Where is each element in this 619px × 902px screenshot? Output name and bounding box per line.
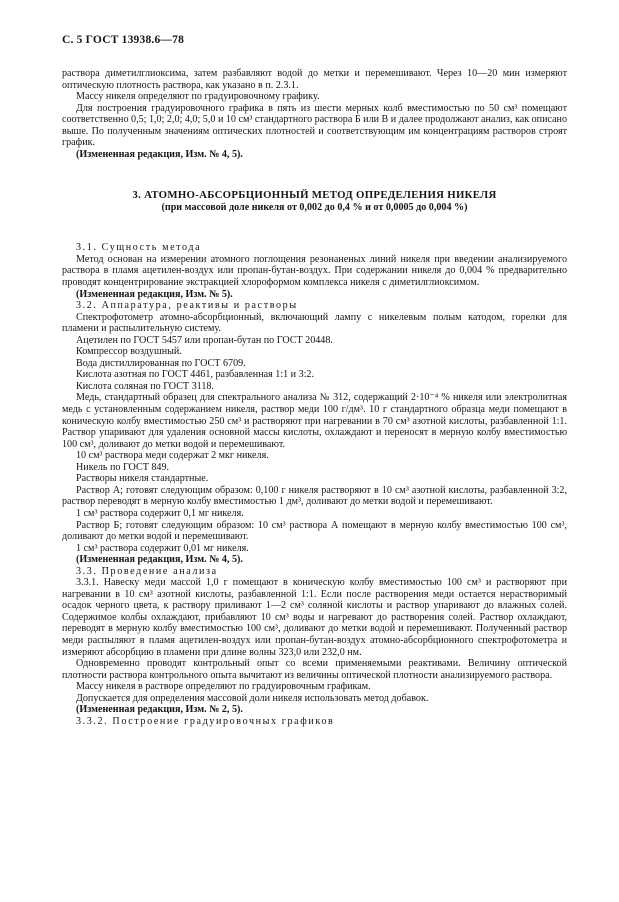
paragraph: Массу никеля в растворе определяют по градуировочным графикам.: [76, 681, 371, 693]
subsection-heading: 3.2. Аппаратура, реактивы и растворы: [76, 300, 298, 312]
revision-note: (Измененная редакция, Изм. № 5).: [76, 288, 233, 300]
paragraph: Раствор Б; готовят следующим образом: 10 см³ раствора А помещают в мерную колбу вместимостью 100 см³, доливают до метки водой и перемешивают.: [62, 519, 567, 543]
paragraph: Компрессор воздушный.: [76, 346, 182, 358]
subsection-heading: 3.3. Проведение анализа: [76, 565, 218, 577]
paragraph: Ацетилен по ГОСТ 5457 или пропан-бутан по ГОСТ 20448.: [76, 334, 333, 346]
revision-note: (Измененная редакция, Изм. № 2, 5).: [76, 704, 243, 716]
paragraph: Вода дистиллированная по ГОСТ 6709.: [76, 357, 246, 369]
paragraph: Растворы никеля стандартные.: [76, 473, 209, 485]
section-body: [62, 242, 567, 727]
paragraph: 3.3.1. Навеску меди массой 1,0 г помещают в коническую колбу вместимостью 100 см³ и растворяют при нагревании в 10 см³ азотной кислоты, разбавленной 1:1. Если после растворения меди остается нерастворимый осадок черного цвета, к раствору приливают 1—2 см³ соляной кислоты и раствор упаривают до влажных солей. Содержимое колбы охлаждают, прибавляют 10 см³ воды и нагревают до растворения солей. Раствор охлаждают, переводят в мерную колбу вместимостью 100 см³, доливают до метки водой и перемешивают. Полученный раствор меди распыляют в пламя ацетилен-воздух или пропан-бутан-воздух атомно-абсорбционного спектрофотометра и измеряют абсорбцию в пламени при длине волны 323,0 или 232,0 нм.: [62, 577, 567, 658]
intro-block: [62, 68, 567, 160]
paragraph: раствора диметилглиоксима, затем разбавляют водой до метки и перемешивают. Через 10—20 мин измеряют оптическую плотность раствора, как указано в п. 2.3.1.: [62, 68, 567, 91]
paragraph: 1 см³ раствора содержит 0,1 мг никеля.: [76, 507, 244, 519]
paragraph: Раствор А; готовят следующим образом: 0,100 г никеля растворяют в 10 см³ азотной кислоты, разбавленной 3:2, раствор переводят в мерную колбу вместимостью 1 дм³, доливают до метки водой и перемешивают.: [62, 484, 567, 508]
paragraph: Медь, стандартный образец для спектрального анализа № 312, содержащий 2·10⁻⁴ % никеля или электролитная медь с установленным содержанием никеля, раствор меди 100 г/дм³. 10 г стандартного образца меди помещают в коническую колбу вместимостью 250 см³ и растворяют при нагревании в 70 см³ азотной кислоты, разбавленной 1:1. Раствор упаривают для удаления основной массы кислоты, охлаждают и переносят в мерную колбу вместимостью 100 см³, доливают до метки водой и перемешивают.: [62, 392, 567, 450]
paragraph: Никель по ГОСТ 849.: [76, 461, 170, 473]
subsection-heading: 3.1. Сущность метода: [76, 242, 202, 254]
page-header: С. 5 ГОСТ 13938.6—78: [62, 34, 185, 46]
paragraph: Одновременно проводят контрольный опыт со всеми применяемыми реактивами. Величину оптической плотности раствора контрольного опыта вычитают из величины оптической плотности анализируемого раствора.: [62, 658, 567, 681]
paragraph: Допускается для определения массовой доли никеля использовать метод добавок.: [76, 692, 429, 704]
paragraph: 10 см³ раствора меди содержат 2 мкг никеля.: [76, 450, 269, 462]
revision-note: (Измененная редакция, Изм. № 4, 5).: [76, 148, 243, 160]
paragraph: Кислота азотная по ГОСТ 4461, разбавленная 1:1 и 3:2.: [76, 369, 315, 381]
paragraph: Метод основан на измерении атомного поглощения резонаненых линий никеля при введении анализируемого раствора в пламя ацетилен-воздух или пропан-бутан-воздух. При содержании никеля до 0,004 % предварительно проводят концентрирование экстракцией хлороформом комплекса никеля с диметилглиоксимом.: [62, 253, 567, 289]
paragraph: Спектрофотометр атомно-абсорбционный, включающий лампу с никелевым полым катодом, горелки для пламени и распылительную систему.: [62, 311, 567, 335]
section-subtitle: (при массовой доле никеля от 0,002 до 0,4 % и от 0,0005 до 0,004 %): [161, 202, 468, 214]
paragraph: Для построения градуировочного графика в пять из шести мерных колб вместимостью по 50 см³ помещают соответственно 0,5; 1,0; 2,0; 4,0; 5,0 и 10 см³ стандартного раствора Б или В и далее продолжают анализ, как описано выше. По полученным значениям оптических плотностей и соответствующим им концентрациям растворов строят график.: [62, 102, 568, 149]
subsection-heading: 3.3.2. Построение градуировочных графиков: [76, 715, 335, 727]
paragraph: Массу никеля определяют по градуировочному графику.: [76, 91, 320, 103]
paragraph: Кислота соляная по ГОСТ 3118.: [76, 380, 214, 392]
document-page: [62, 34, 567, 727]
section-title: 3. АТОМНО-АБСОРБЦИОННЫЙ МЕТОД ОПРЕДЕЛЕНИЯ НИКЕЛЯ: [132, 189, 497, 202]
paragraph: 1 см³ раствора содержит 0,01 мг никеля.: [76, 542, 249, 554]
revision-note: (Измененная редакция, Изм. № 4, 5).: [76, 554, 243, 566]
